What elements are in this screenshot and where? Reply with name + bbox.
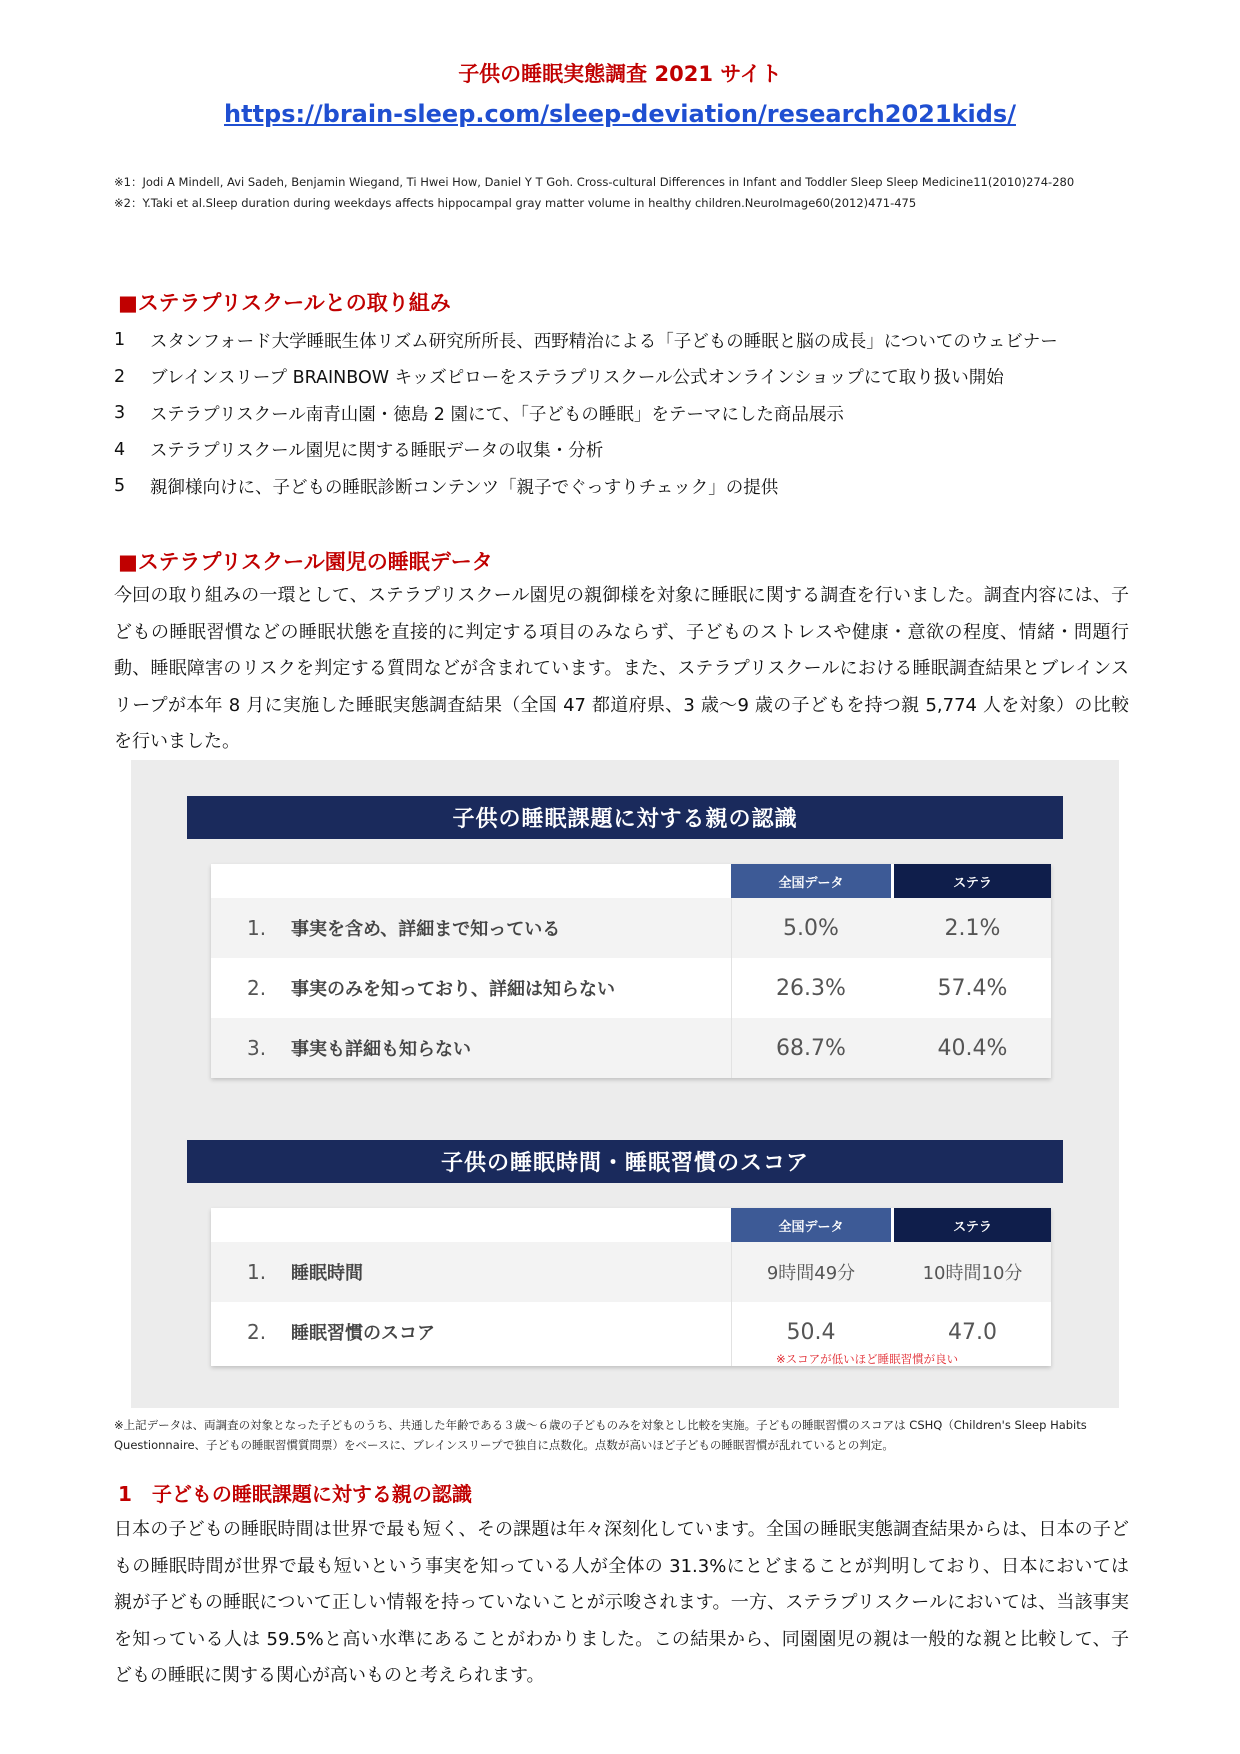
site-url-link[interactable]: https://brain-sleep.com/sleep-deviation/research2021kids/ [224, 100, 1016, 128]
list-item-text: ステラプリスクール南青山園・徳島 2 園にて、「子どもの睡眠」をテーマにした商品展示 [150, 404, 844, 425]
table-row [211, 898, 1051, 958]
list-item-number: 5 [114, 476, 126, 497]
list-item-text: ブレインスリープ BRAINBOW キッズピローをステラプリスクール公式オンラインショップにて取り扱い開始 [150, 368, 1004, 389]
section1-body: 日本の子どもの睡眠時間は世界で最も短く、その課題は年々深刻化しています。全国の睡眠実態調査結果からは、日本の子どもの睡眠時間が世界で最も短いという事実を知っている人が全体の 31.3%にとどまることが判明しており、日本においては親が子どもの睡眠について正しい情報を持っていないことが示唆されます。一方、ステラプリスクールにおいては、当該事実を知っている人は 59.5%と高い水準にあることがわかりました。この結果から、同園園児の親は一般的な親と比較して、子どもの睡眠に関する関心が高いものと考えられます。 [114, 1519, 1129, 1686]
list-item-text: ステラプリスクール園児に関する睡眠データの収集・分析 [150, 441, 604, 462]
national-value: 68.7% [776, 1035, 846, 1061]
table-row [211, 958, 1051, 1018]
list-item-text: 親御様向けに、子どもの睡眠診断コンテンツ「親子でぐっすりチェック」の提供 [150, 477, 779, 498]
table2-card [211, 1208, 1051, 1366]
stella-value: 40.4% [937, 1035, 1008, 1061]
column-divider [731, 1242, 732, 1366]
stella-value: 47.0 [948, 1319, 997, 1345]
list-item-number: 4 [114, 439, 126, 460]
table1-card [211, 864, 1051, 1078]
row-number: 1. [247, 916, 267, 940]
row-label: 事実も詳細も知らない [291, 1039, 471, 1060]
reference-footnotes [114, 172, 1124, 214]
list-item [114, 322, 1124, 359]
section1-heading: 1 子どもの睡眠課題に対する親の認識 [118, 1482, 472, 1506]
list-item-text: スタンフォード大学睡眠生体リズム研究所所長、西野精治による「子どもの睡眠と脳の成長」についてのウェビナー [150, 331, 1058, 352]
data-source-note: ※上記データは、両調査の対象となった子どものうち、共通した年齢である３歳～６歳の子どものみを対象とし比較を実施。子どもの睡眠習慣のスコアは CSHQ（Children's Sleep Habits Questionnaire、子どもの睡眠習慣質問票）をベースに、ブレインスリープで独自に点数化。点数が高いほど子どもの睡眠習慣が乱れているとの判定。 [114, 1418, 1087, 1452]
initiatives-heading: ■ステラプリスクールとの取り組み [118, 291, 451, 315]
table1-col-stella: ステラ [894, 864, 1051, 898]
score-note: ※スコアが低いほど睡眠習慣が良い [776, 1352, 959, 1366]
table1-col-national: 全国データ [731, 864, 891, 898]
footnote-2: ※2：Y.Taki et al.Sleep duration during weekdays affects hippocampal gray matter volume in healthy children.NeuroImage60(2012)471-475 [114, 196, 917, 210]
national-value: 50.4 [786, 1319, 836, 1345]
sleep-data-body: 今回の取り組みの一環として、ステラプリスクール園児の親御様を対象に睡眠に関する調査を行いました。調査内容には、子どもの睡眠習慣などの睡眠状態を直接的に判定する項目のみならず、子どものストレスや健康・意欲の程度、情緒・問題行動、睡眠障害のリスクを判定する質問などが含まれています。また、ステラプリスクールにおける睡眠調査結果とブレインスリープが本年 8 月に実施した睡眠実態調査結果（全国 47 都道府県、3 歳～9 歳の子どもを持つ親 5,774 人を対象）の比較を行いました。 [114, 585, 1129, 752]
stella-value: 2.1% [944, 915, 1001, 941]
list-item [114, 395, 1124, 432]
footnote-1: ※1：Jodi A Mindell, Avi Sadeh, Benjamin Wiegand, Ti Hwei How, Daniel Y T Goh. Cross-cultural Differences in Infant and Toddler Sleep Sleep Medicine11(2010)274-280 [114, 175, 1075, 189]
list-item [114, 468, 1124, 505]
row-number: 3. [247, 1036, 267, 1060]
row-label: 事実を含め、詳細まで知っている [291, 919, 561, 940]
row-number: 2. [247, 976, 267, 1000]
table2-title-banner: 子供の睡眠時間・睡眠習慣のスコア [187, 1140, 1063, 1183]
national-value: 26.3% [776, 975, 846, 1001]
initiatives-list [114, 322, 1124, 505]
list-item [114, 359, 1124, 396]
site-title: 子供の睡眠実態調査 2021 サイト [458, 62, 782, 86]
row-label: 睡眠時間 [291, 1263, 363, 1284]
table1-title-banner: 子供の睡眠課題に対する親の認識 [187, 796, 1063, 839]
list-item-number: 1 [114, 330, 126, 351]
row-number: 2. [247, 1320, 267, 1344]
table-row [211, 1242, 1051, 1302]
list-item [114, 432, 1124, 469]
national-value: 5.0% [783, 915, 839, 941]
row-number: 1. [247, 1260, 267, 1284]
row-label: 睡眠習慣のスコア [291, 1323, 435, 1344]
national-value: 9時間49分 [766, 1263, 856, 1284]
table2-col-stella: ステラ [894, 1208, 1051, 1242]
list-item-number: 3 [114, 403, 126, 424]
table-row [211, 1018, 1051, 1078]
row-label: 事実のみを知っており、詳細は知らない [291, 979, 615, 1000]
stella-value: 57.4% [937, 975, 1008, 1001]
list-item-number: 2 [114, 366, 126, 387]
survey-infographic [131, 760, 1119, 1408]
stella-value: 10時間10分 [922, 1263, 1023, 1284]
column-divider [731, 898, 732, 1078]
table2-col-national: 全国データ [731, 1208, 891, 1242]
sleep-data-heading: ■ステラプリスクール園児の睡眠データ [118, 550, 493, 574]
